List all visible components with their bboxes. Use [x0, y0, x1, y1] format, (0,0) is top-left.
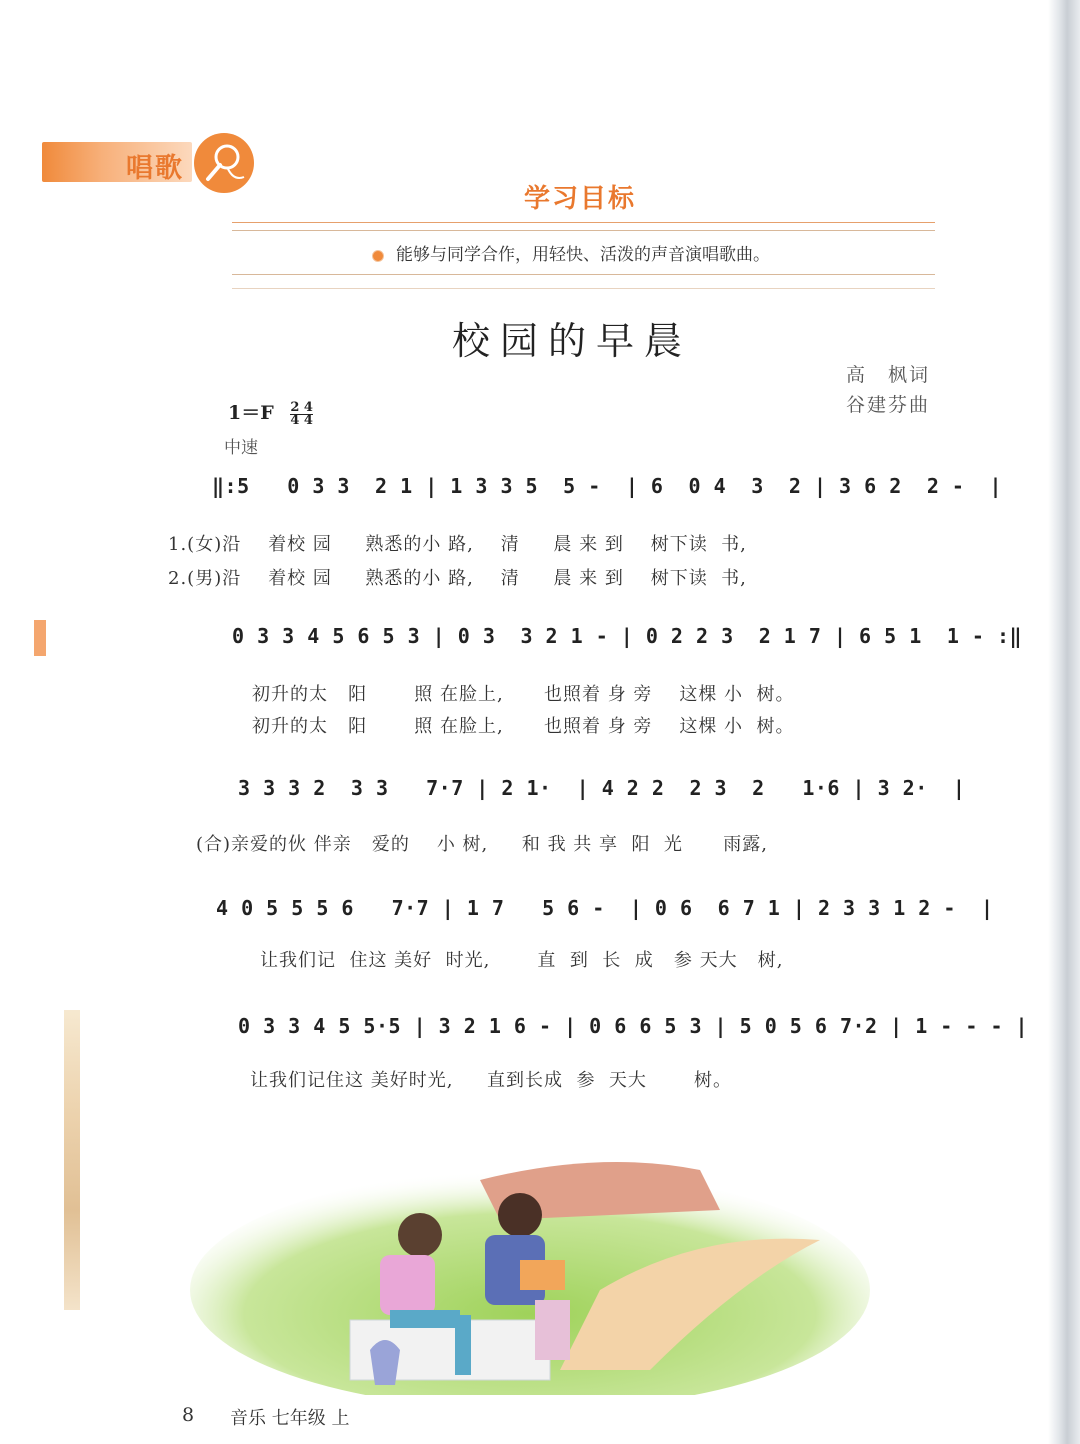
goal-rule-bottom-2 [232, 288, 935, 289]
time-signature [290, 399, 313, 428]
bullet-icon [372, 250, 384, 262]
notation-row-2: 0 3 3 4 5 6 5 3 | 0 3 3 2 1 - | 0 2 2 3 2 1 7 | 6 5 1 1 - :‖ [232, 624, 1023, 648]
goal-rule-top [232, 222, 935, 223]
goal-rule-bottom [232, 274, 935, 275]
lyric-row-1-verse-1: 1.(女)沿 着校 园 熟悉的小 路, 清 晨 来 到 树下读 书, [168, 534, 747, 555]
lyric-row-5: 让我们记住这 美好时光, 直到长成 参 天大 树。 [250, 1070, 732, 1091]
notation-row-4: 4 0 5 5 5 6 7·7 | 1 7 5 6 - | 0 6 6 7 1 | 2 3 3 1 2 - | [216, 896, 994, 920]
goal-text: 能够与同学合作，用轻快、活泼的声音演唱歌曲。 [396, 245, 770, 265]
notation-row-1: ‖:5 0 3 3 2 1 | 1 3 3 5 5 - | 6 0 4 3 2 | 3 6 2 2 - | [212, 474, 1003, 498]
key-text: 1＝F [228, 402, 274, 424]
lyric-row-1-verse-2: 2.(男)沿 着校 园 熟悉的小 路, 清 晨 来 到 树下读 书, [168, 568, 747, 589]
notation-row-5: 0 3 3 4 5 5·5 | 3 2 1 6 - | 0 6 6 5 3 | 5 0 5 6 7·2 | 1 - - - | [238, 1014, 1029, 1038]
tempo-marking: 中速 [224, 438, 258, 458]
composer-credit: 谷建芬曲 [846, 394, 931, 416]
margin-marker [34, 620, 46, 656]
book-title: 音乐 七年级 上 [230, 1408, 350, 1429]
lyric-row-3: (合)亲爱的伙 伴亲 爱的 小 树, 和 我 共 享 阳 光 雨露, [196, 834, 768, 855]
meter-top: 2 4 [290, 399, 313, 415]
goal-title: 学习目标 [523, 184, 636, 214]
side-decoration [64, 1010, 80, 1310]
illustration-students-on-bench [180, 1140, 880, 1395]
lyricist-credit: 高 枫词 [846, 364, 931, 386]
book-icon [520, 1260, 565, 1290]
lyric-row-2-verse-1: 初升的太 阳 照 在脸上, 也照着 身 旁 这棵 小 树。 [252, 684, 795, 705]
backpack-icon [370, 1340, 400, 1385]
notation-row-3: 3 3 3 2 3 3 7·7 | 2 1· | 4 2 2 2 3 2 1·6 | 3 2· | [238, 776, 966, 800]
lyric-row-4: 让我们记 住这 美好 时光, 直 到 长 成 参 天大 树, [260, 950, 784, 971]
meter-bottom: 4 4 [290, 412, 313, 428]
page-number: 8 [182, 1404, 195, 1426]
lyric-row-2-verse-2: 初升的太 阳 照 在脸上, 也照着 身 旁 这棵 小 树。 [252, 716, 795, 737]
key-signature [228, 398, 313, 427]
goal-rule-top-2 [232, 230, 935, 231]
song-title: 校园的早晨 [451, 319, 692, 363]
section-label: 唱歌 [126, 153, 184, 184]
page-edge-shadow [1048, 0, 1080, 1444]
